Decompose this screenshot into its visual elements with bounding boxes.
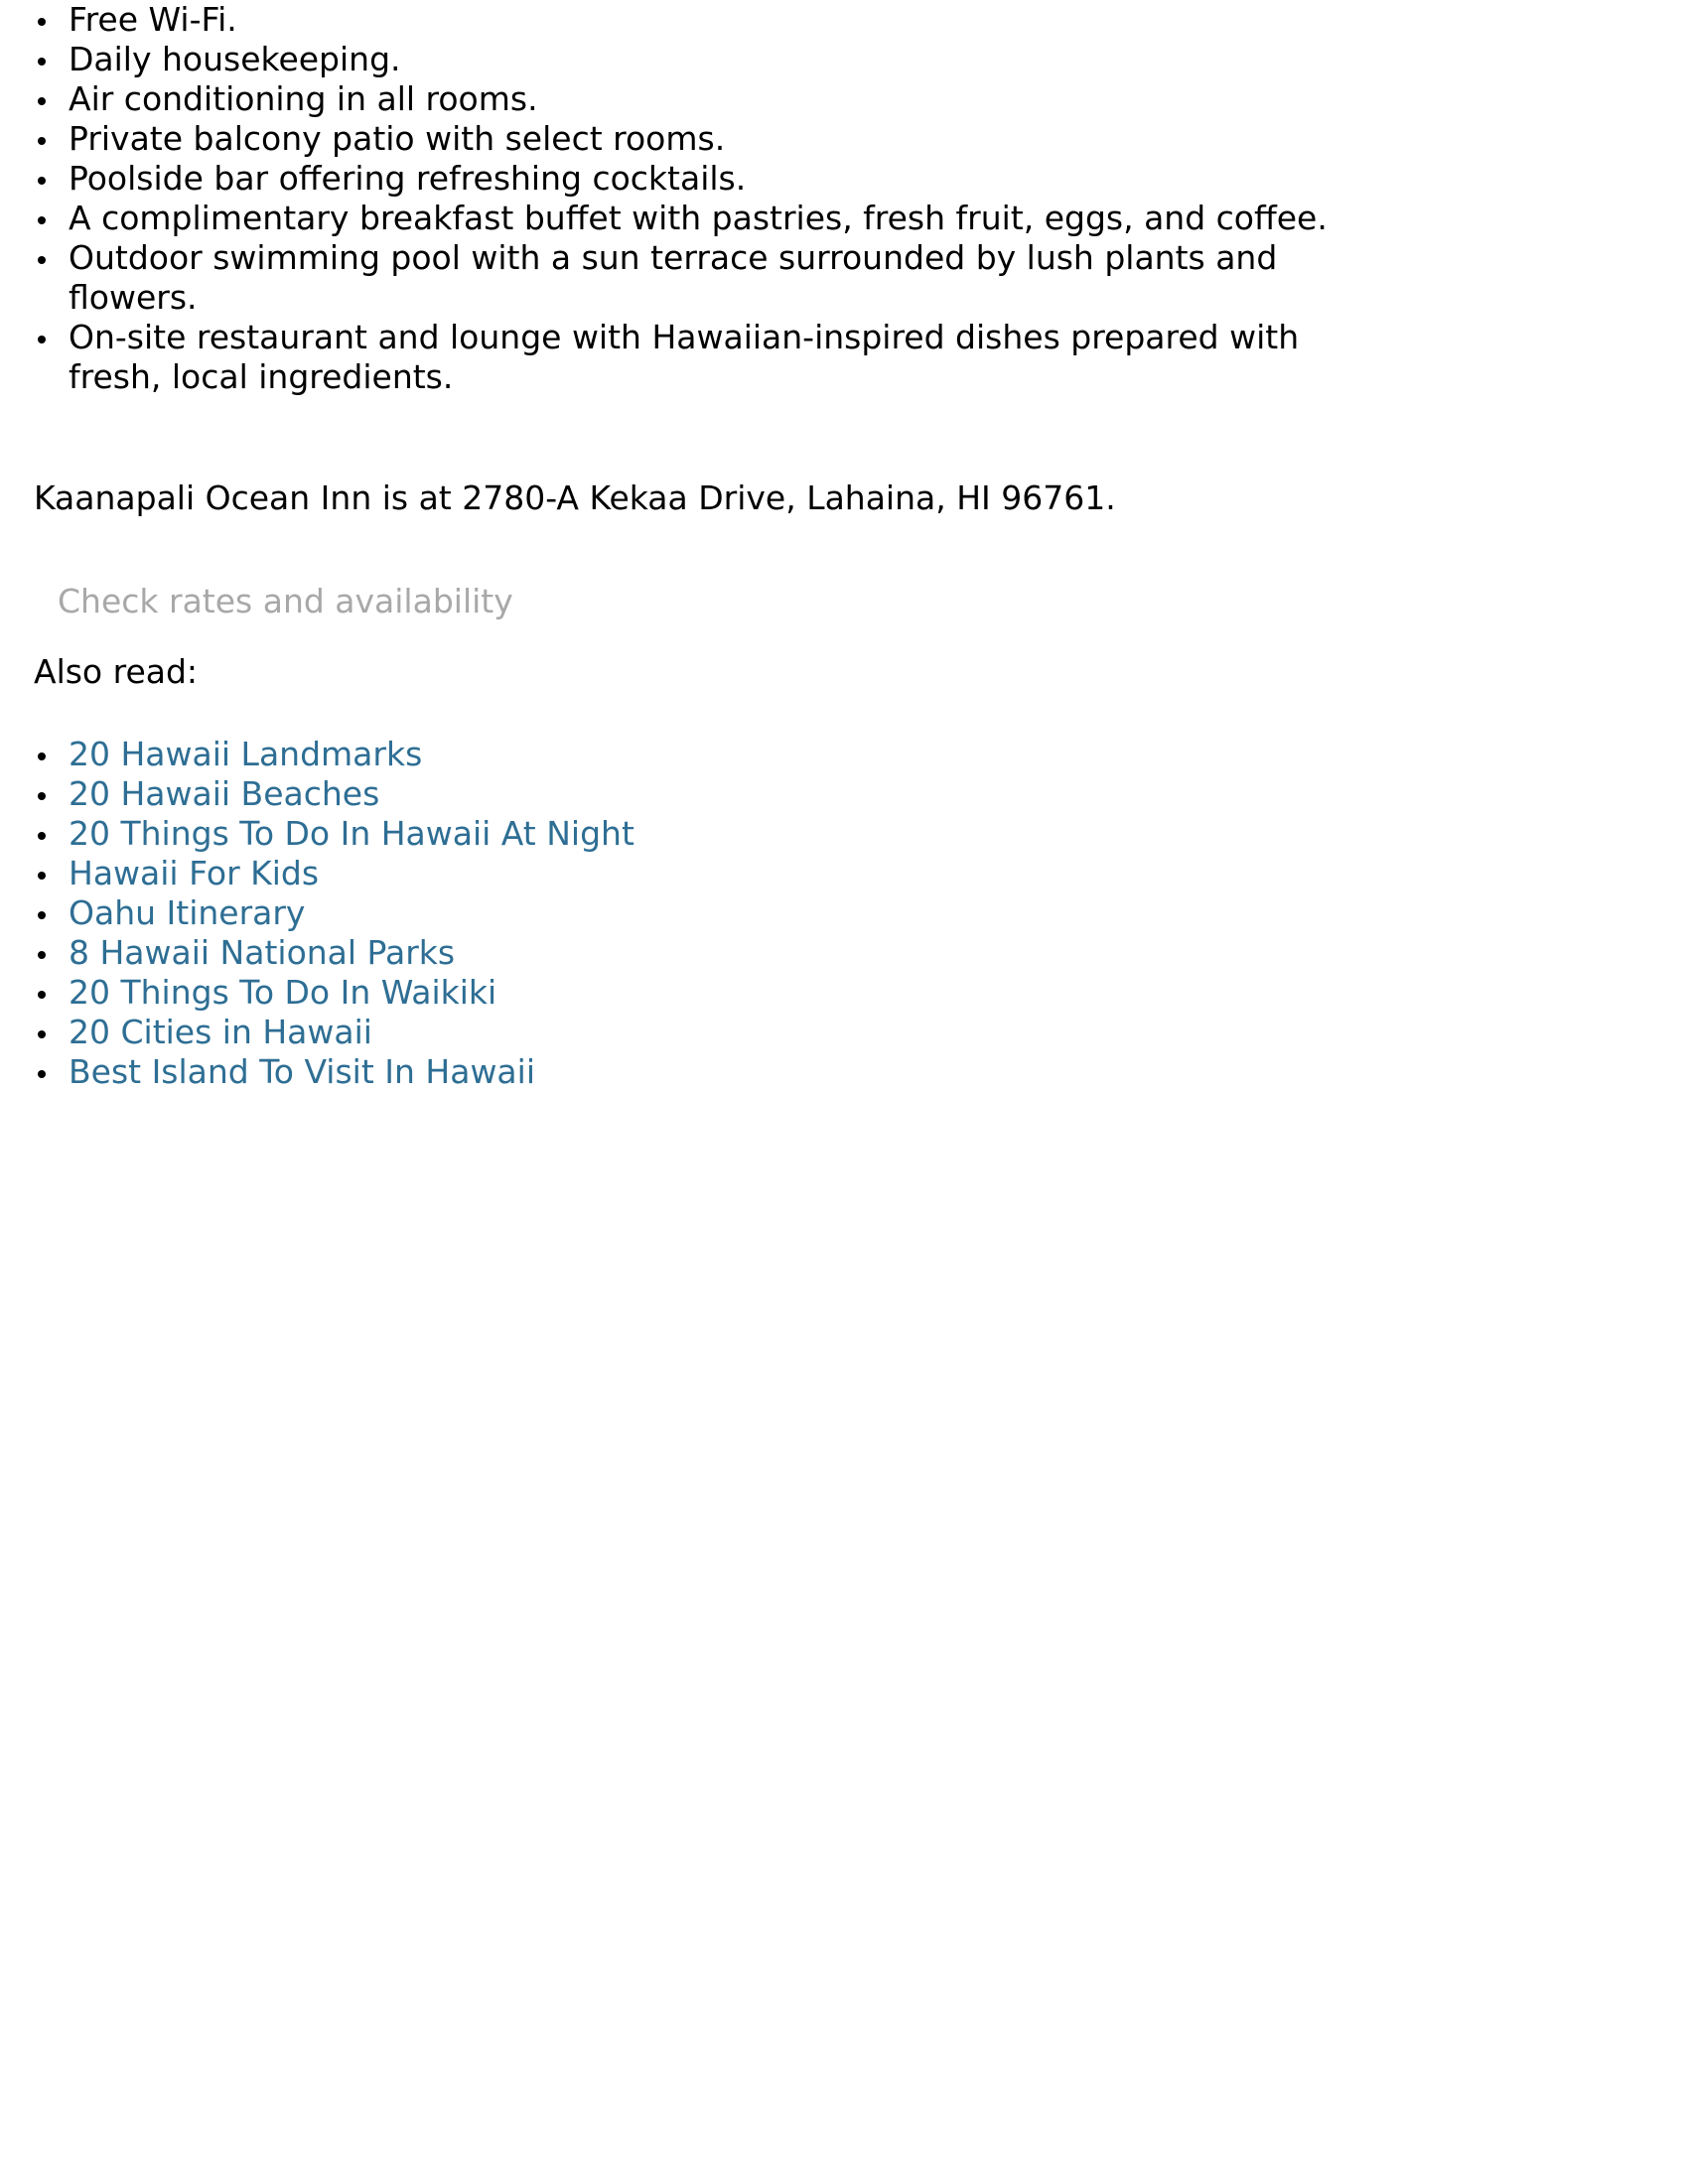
link-oahu-itinerary[interactable]: Oahu Itinerary xyxy=(69,893,306,932)
list-item: Daily housekeeping. xyxy=(34,40,1344,79)
list-item: Free Wi-Fi. xyxy=(34,0,1344,40)
link-hawaii-landmarks[interactable]: 20 Hawaii Landmarks xyxy=(69,735,423,773)
link-things-to-do-at-night[interactable]: 20 Things To Do In Hawaii At Night xyxy=(69,814,634,853)
link-cities-in-hawaii[interactable]: 20 Cities in Hawaii xyxy=(69,1013,372,1051)
amenities-list xyxy=(34,0,1344,397)
list-item xyxy=(34,1013,634,1052)
list-item: Air conditioning in all rooms. xyxy=(34,79,1344,119)
list-item: A complimentary breakfast buffet with pastries, fresh fruit, eggs, and coffee. xyxy=(34,199,1344,238)
list-item xyxy=(34,814,634,854)
list-item xyxy=(34,1052,634,1092)
list-item xyxy=(34,973,634,1013)
list-item: Outdoor swimming pool with a sun terrace surrounded by lush plants and flowers. xyxy=(34,238,1344,318)
also-read-list xyxy=(34,735,634,1092)
list-item xyxy=(34,854,634,893)
list-item: Private balcony patio with select rooms. xyxy=(34,119,1344,159)
list-item xyxy=(34,774,634,814)
list-item: Poolside bar offering refreshing cocktails. xyxy=(34,159,1344,199)
link-things-to-do-in-waikiki[interactable]: 20 Things To Do In Waikiki xyxy=(69,973,497,1012)
also-read-heading: Also read: xyxy=(34,652,199,691)
list-item: On-site restaurant and lounge with Hawaiian-inspired dishes prepared with fresh, local ingredients. xyxy=(34,318,1344,397)
link-hawaii-national-parks[interactable]: 8 Hawaii National Parks xyxy=(69,933,456,972)
list-item xyxy=(34,735,634,774)
link-best-island-to-visit[interactable]: Best Island To Visit In Hawaii xyxy=(69,1052,535,1091)
list-item xyxy=(34,933,634,973)
hotel-address: Kaanapali Ocean Inn is at 2780-A Kekaa Drive, Lahaina, HI 96761. xyxy=(34,478,1116,517)
list-item xyxy=(34,893,634,933)
check-rates-button[interactable]: Check rates and availability xyxy=(58,582,513,620)
link-hawaii-for-kids[interactable]: Hawaii For Kids xyxy=(69,854,320,892)
link-hawaii-beaches[interactable]: 20 Hawaii Beaches xyxy=(69,774,380,813)
